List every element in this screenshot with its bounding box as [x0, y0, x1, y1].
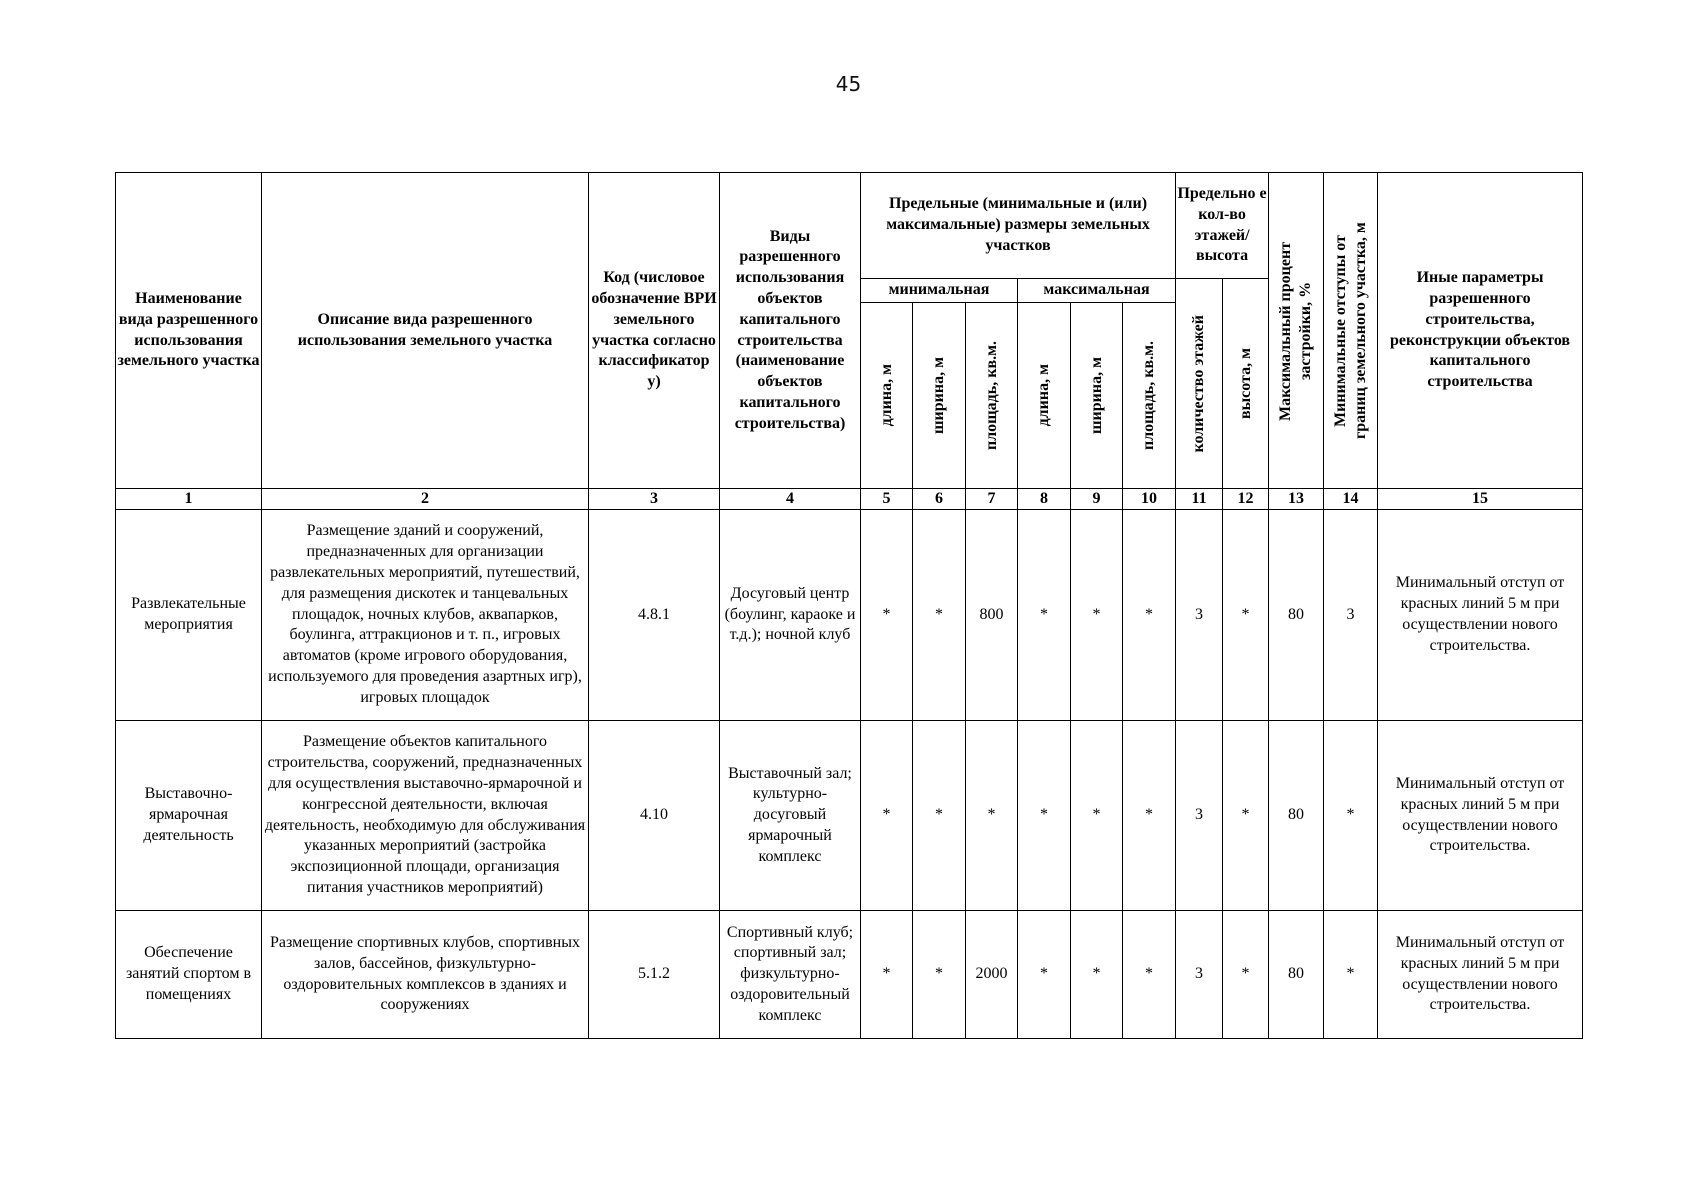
column-number: 8 [1018, 489, 1071, 510]
cell-max-length: * [1018, 721, 1071, 911]
cell-min-length: * [861, 721, 913, 911]
header-min-area-text: площадь, кв.м. [982, 340, 1000, 450]
cell-other: Минимальный отступ от красных линий 5 м при осуществлении нового строительства. [1378, 510, 1583, 721]
header-name: Наименование вида разрешенного использования земельного участка [116, 173, 262, 489]
cell-height: * [1223, 510, 1269, 721]
cell-setback: 3 [1324, 510, 1378, 721]
column-number: 7 [966, 489, 1018, 510]
table-row [116, 510, 1583, 721]
column-number: 2 [262, 489, 589, 510]
cell-max-area: * [1123, 721, 1176, 911]
header-height [1223, 279, 1269, 489]
header-objects: Виды разрешенного использования объектов капитального строительства (наименование объектов капитального строительства) [720, 173, 861, 489]
header-max-length [1018, 303, 1071, 489]
cell-code: 4.8.1 [589, 510, 720, 721]
cell-max-percent: 80 [1269, 510, 1324, 721]
header-floors-group: Предельно е кол-во этажей/ высота [1176, 173, 1269, 279]
header-min-length [861, 303, 913, 489]
header-max-percent-text: Максимальный процент застройки, % [1277, 240, 1315, 421]
cell-name: Развлекательные мероприятия [116, 510, 262, 721]
cell-other: Минимальный отступ от красных линий 5 м при осуществлении нового строительства. [1378, 721, 1583, 911]
cell-setback: * [1324, 911, 1378, 1039]
cell-max-area: * [1123, 510, 1176, 721]
page-number: 45 [835, 72, 862, 96]
header-max-width [1071, 303, 1123, 489]
column-number: 9 [1071, 489, 1123, 510]
cell-height: * [1223, 911, 1269, 1039]
table-row [116, 721, 1583, 911]
cell-max-length: * [1018, 911, 1071, 1039]
cell-floors: 3 [1176, 510, 1223, 721]
header-max-length-text: длина, м [1035, 364, 1052, 427]
column-number: 10 [1123, 489, 1176, 510]
column-number: 6 [913, 489, 966, 510]
table-row [116, 911, 1583, 1039]
header-floors-text: количество этажей [1190, 314, 1208, 453]
cell-max-percent: 80 [1269, 721, 1324, 911]
header-min-setback [1324, 173, 1378, 489]
header-row [116, 173, 1583, 279]
column-number: 11 [1176, 489, 1223, 510]
cell-min-length: * [861, 510, 913, 721]
header-min-width [913, 303, 966, 489]
header-min-length-text: длина, м [877, 364, 895, 427]
header-max-area-text: площадь, кв.м. [1140, 340, 1158, 450]
header-minimum: минимальная [861, 279, 1018, 303]
cell-description: Размещение объектов капитального строительства, сооружений, предназначенных для осуществления выставочно-ярмарочной и конгрессной деятельности, включая деятельность, необходимую для обслуживания указанных мероприятий (застройка экспозиционной площади, организация питания участников мероприятий) [262, 721, 589, 911]
cell-max-area: * [1123, 911, 1176, 1039]
column-number: 15 [1378, 489, 1583, 510]
column-number: 12 [1223, 489, 1269, 510]
cell-description: Размещение спортивных клубов, спортивных залов, бассейнов, физкультурно-оздоровительных комплексов в зданиях и сооружениях [262, 911, 589, 1039]
column-number: 13 [1269, 489, 1324, 510]
column-number: 3 [589, 489, 720, 510]
header-code: Код (числовое обозначение ВРИ земельного участка согласно классификатор у) [589, 173, 720, 489]
cell-code: 5.1.2 [589, 911, 720, 1039]
header-min-setback-text: Минимальные отступы от границ земельного участка, м [1331, 222, 1369, 439]
cell-floors: 3 [1176, 911, 1223, 1039]
cell-max-width: * [1071, 721, 1123, 911]
cell-max-percent: 80 [1269, 911, 1324, 1039]
header-max-percent [1269, 173, 1324, 489]
cell-description: Размещение зданий и сооружений, предназначенных для организации развлекательных мероприятий, путешествий, для размещения дискотек и танцевальных площадок, ночных клубов, аквапарков, боулинга, аттракционов и т. п., игровых автоматов (кроме игрового оборудования, используемого для проведения азартных игр), игровых площадок [262, 510, 589, 721]
cell-min-width: * [913, 510, 966, 721]
header-min-area [966, 303, 1018, 489]
header-min-width-text: ширина, м [930, 357, 947, 434]
cell-objects: Выставочный зал; культурно-досуговый ярмарочный комплекс [720, 721, 861, 911]
cell-min-area: * [966, 721, 1018, 911]
column-number: 4 [720, 489, 861, 510]
cell-min-area: 2000 [966, 911, 1018, 1039]
header-plot-sizes: Предельные (минимальные и (или) максимальные) размеры земельных участков [861, 173, 1176, 279]
cell-objects: Досуговый центр (боулинг, караоке и т.д.); ночной клуб [720, 510, 861, 721]
header-max-area [1123, 303, 1176, 489]
cell-setback: * [1324, 721, 1378, 911]
cell-min-area: 800 [966, 510, 1018, 721]
header-height-text: высота, м [1236, 348, 1254, 419]
column-number: 5 [861, 489, 913, 510]
column-number: 14 [1324, 489, 1378, 510]
cell-max-width: * [1071, 911, 1123, 1039]
cell-name: Выставочно-ярмарочная деятельность [116, 721, 262, 911]
header-floors [1176, 279, 1223, 489]
column-number: 1 [116, 489, 262, 510]
cell-min-length: * [861, 911, 913, 1039]
header-other-params: Иные параметры разрешенного строительства, реконструкции объектов капитального строительства [1378, 173, 1583, 489]
column-number-row [116, 489, 1583, 510]
cell-height: * [1223, 721, 1269, 911]
land-use-table [115, 172, 1583, 1039]
header-description: Описание вида разрешенного использования земельного участка [262, 173, 589, 489]
cell-floors: 3 [1176, 721, 1223, 911]
cell-code: 4.10 [589, 721, 720, 911]
cell-name: Обеспечение занятий спортом в помещениях [116, 911, 262, 1039]
cell-other: Минимальный отступ от красных линий 5 м при осуществлении нового строительства. [1378, 911, 1583, 1039]
cell-max-width: * [1071, 510, 1123, 721]
cell-min-width: * [913, 721, 966, 911]
header-maximum: максимальная [1018, 279, 1176, 303]
header-max-width-text: ширина, м [1087, 357, 1105, 434]
cell-max-length: * [1018, 510, 1071, 721]
cell-min-width: * [913, 911, 966, 1039]
cell-objects: Спортивный клуб; спортивный зал; физкультурно-оздоровительный комплекс [720, 911, 861, 1039]
